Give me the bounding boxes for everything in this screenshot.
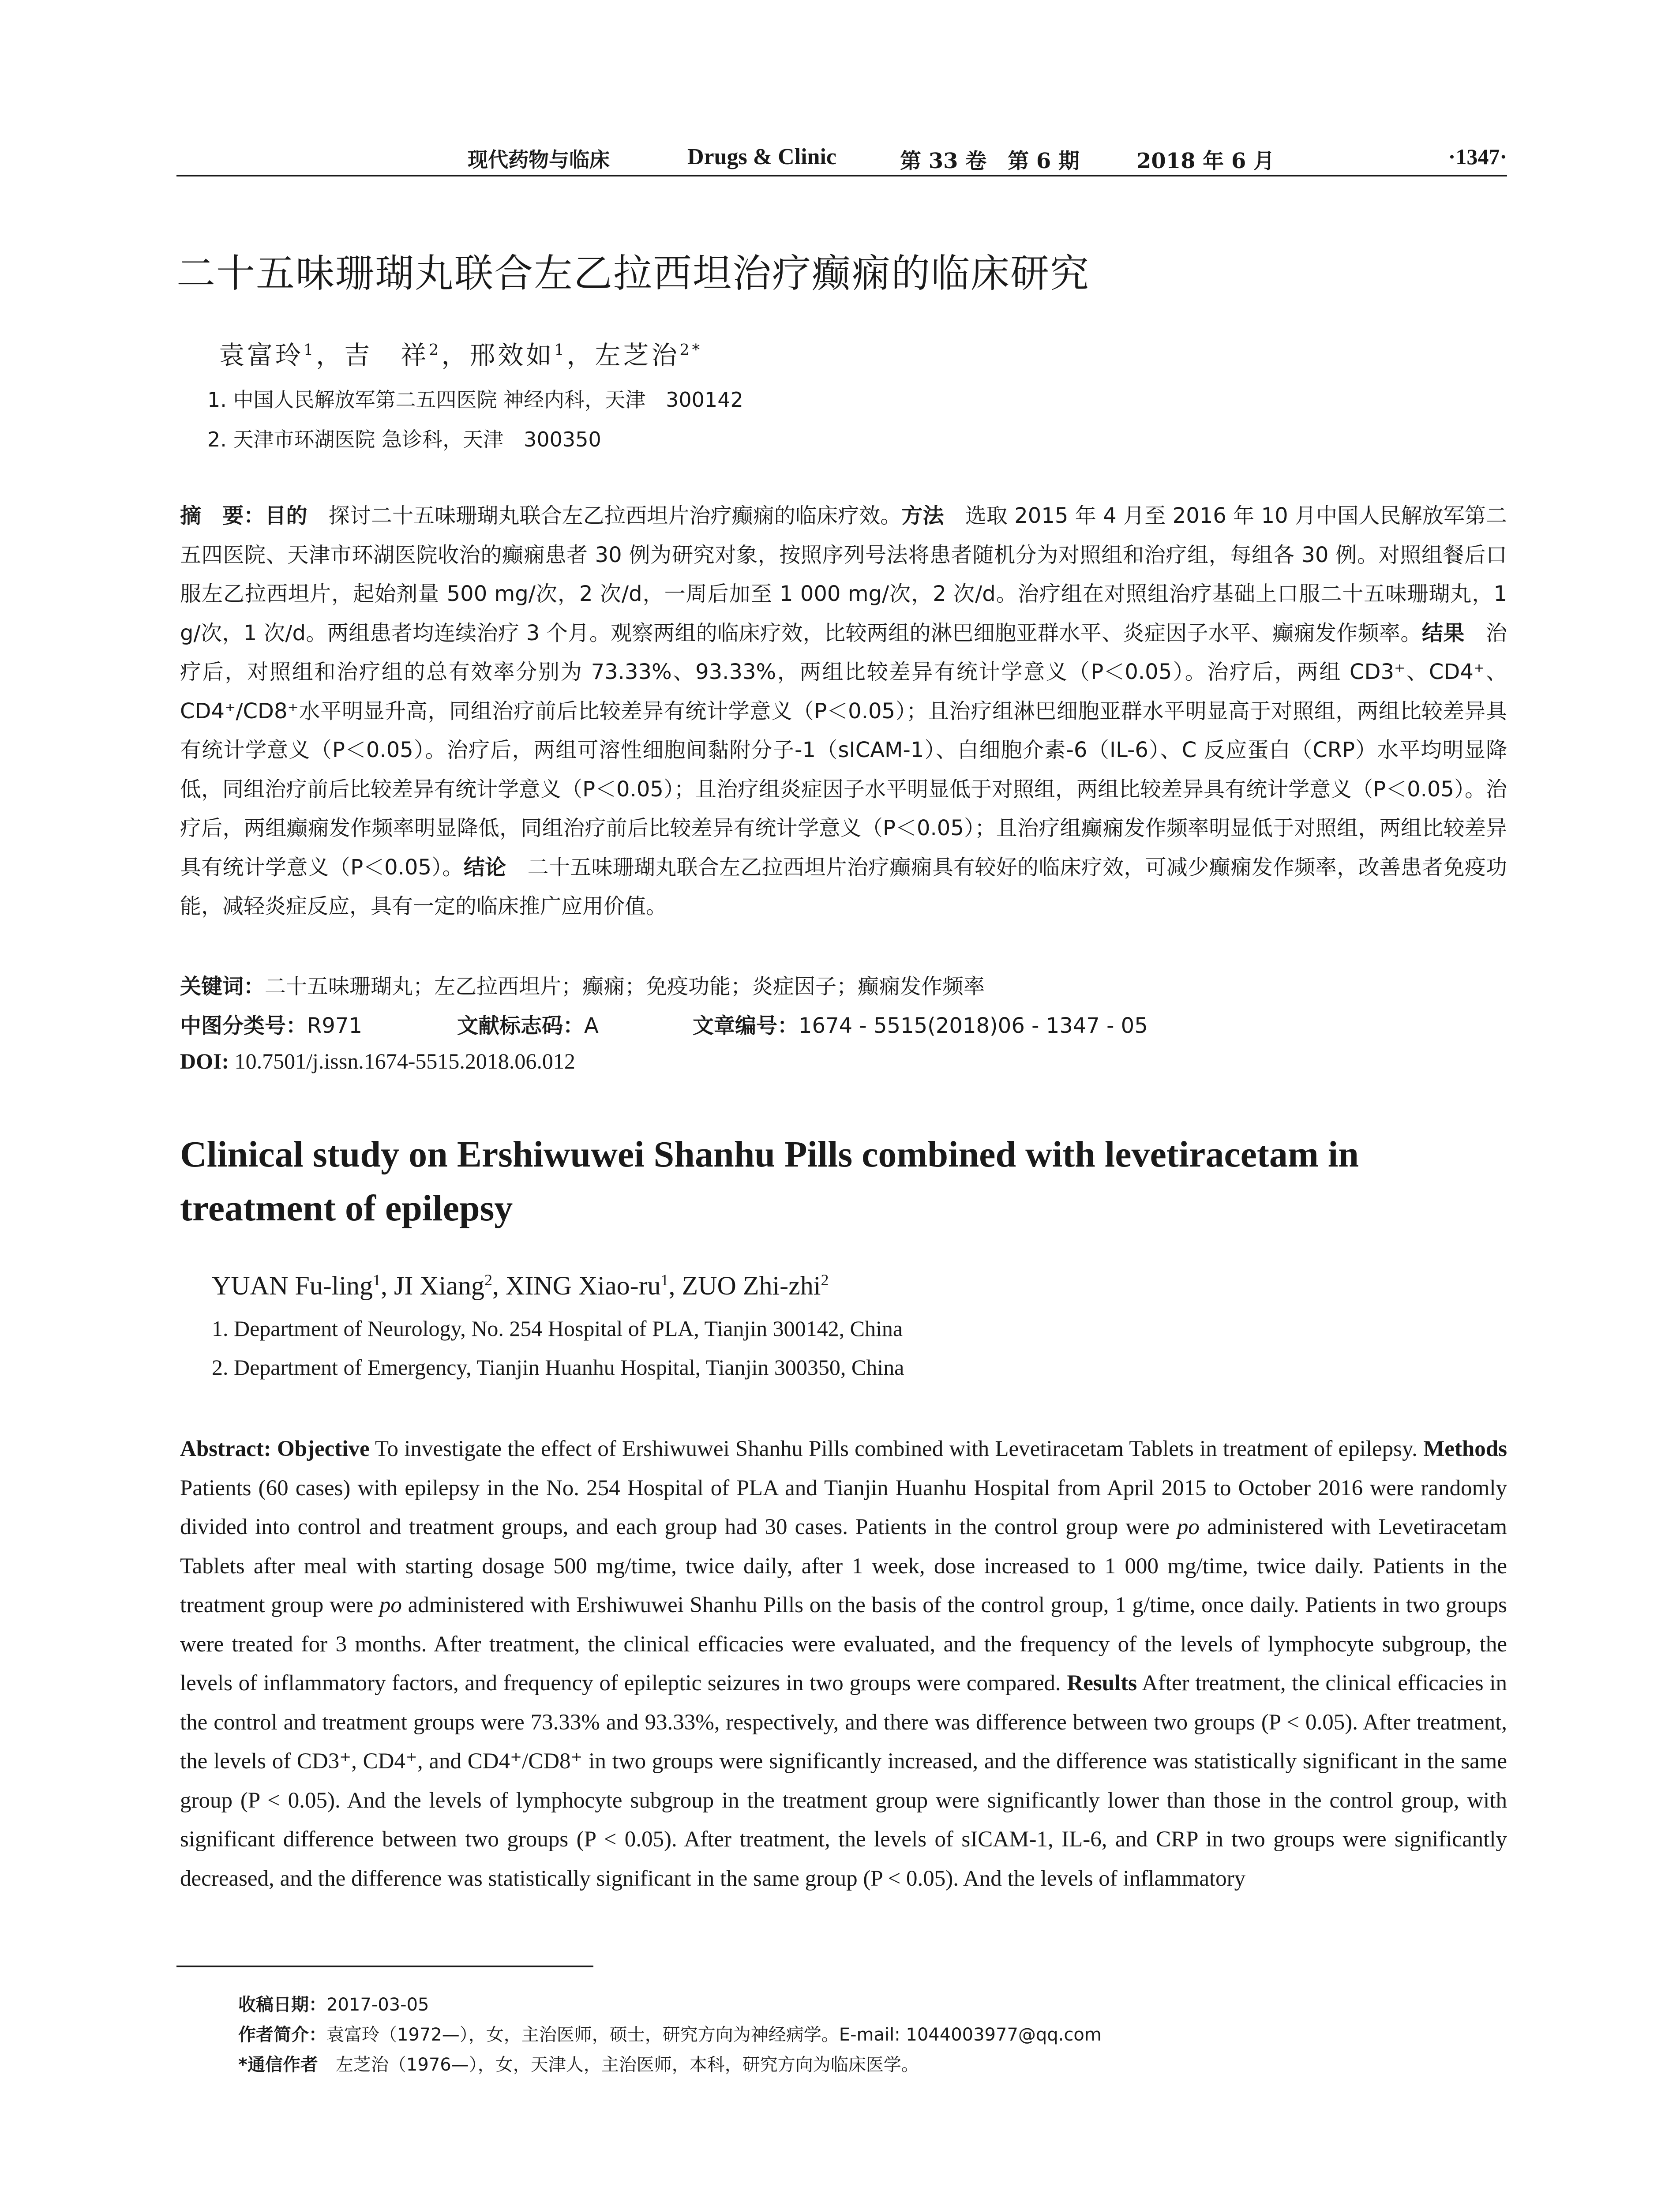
abstract-cn — [180, 496, 1507, 926]
po-italic: po — [379, 1593, 402, 1617]
author-sep: ， — [566, 340, 595, 370]
objective-en: To investigate the effect of Ershiwuwei Shanhu Pills combined with Levetiracetam Tablets in treatment of epilepsy. — [369, 1437, 1424, 1461]
author-en: XING Xiao-ru — [505, 1271, 661, 1300]
doi-label: DOI: — [180, 1049, 229, 1073]
doccode-line — [457, 1009, 599, 1039]
conclusion-label-cn: 结论 — [463, 855, 506, 880]
page-number: ·1347· — [1448, 144, 1507, 169]
abstract-en — [180, 1429, 1507, 1898]
author-sep: , — [668, 1271, 682, 1300]
objective-cn: 探讨二十五味珊瑚丸联合左乙拉西坦片治疗癫痫的临床疗效。 — [307, 503, 902, 528]
running-header — [176, 140, 1507, 176]
conclusion-cn: 二十五味珊瑚丸联合左乙拉西坦片治疗癫痫具有较好的临床疗效，可减少癫痫发作频率，改善患者免疫功能，减轻炎症反应，具有一定的临床推广应用价值。 — [180, 855, 1507, 919]
title-cn: 二十五味珊瑚丸联合左乙拉西坦治疗癫痫的临床研究 — [176, 251, 1090, 296]
methods-en: Patients (60 cases) with epilepsy in the No. 254 Hospital of PLA and Tianjin Huanhu Hospital from April 2015 to October 2016 were randomly divided into control and treatment groups, and each group had 30 cases. Patients in the control group were — [180, 1475, 1507, 1539]
clc-value: R971 — [307, 1013, 362, 1038]
methods-label-en: Methods — [1423, 1437, 1508, 1461]
authors-en — [212, 1271, 829, 1301]
author-bio-label: 作者简介： — [238, 2025, 326, 2045]
received-date — [238, 1991, 429, 2016]
doi-link[interactable]: 10.7501/j.issn.1674-5515.2018.06.012 — [229, 1049, 575, 1073]
doccode-value: A — [584, 1013, 599, 1038]
author-en: YUAN Fu-ling — [212, 1271, 373, 1300]
author-cn: 左芝治 — [595, 340, 680, 370]
received-value: 2017-03-05 — [326, 1995, 429, 2015]
author-sup: 1 — [554, 341, 567, 359]
results-en: After treatment, the clinical efficacies in the control and treatment groups were 73.33% and 93.33%, respectively, and there was difference between two groups (P < 0.05). After treatment, the levels of CD3⁺, CD4⁺, and CD4⁺/CD8⁺ in two groups were significantly increased, and the difference was statistically significant in the same group (P < 0.05). And the levels of lymphocyte subgroup in the treatment group were significantly lower than those in the control group, with significant difference between two groups (P < 0.05). After treatment, the levels of sICAM-1, IL-6, and CRP in two groups were significantly decreased, and the difference was statistically significant in the same group (P < 0.05). And the levels of inflammatory — [180, 1671, 1507, 1891]
author-bio-text: 袁富玲（1972—），女，主治医师，硕士，研究方向为神经病学。E-mail: 1044003977@qq.com — [326, 2025, 1102, 2045]
article-number-line — [693, 1009, 1148, 1039]
clc-label: 中图分类号： — [180, 1013, 308, 1038]
results-label-en: Results — [1067, 1671, 1137, 1696]
volume-issue: 第 33 卷 第 6 期 — [900, 149, 1080, 173]
authors-cn — [219, 334, 702, 371]
methods-en: administered with Levetiracetam Tablets after meal with starting dosage 500 mg/time, twice daily, after 1 week, dose increased to 1 000 mg/time, twice daily. Patients in the treatment group were — [180, 1515, 1507, 1617]
issue-date: 2018 年 6 月 — [1136, 149, 1275, 173]
results-label-cn: 结果 — [1421, 620, 1465, 645]
keywords-label: 关键词： — [180, 974, 265, 999]
author-sup: 2 — [821, 1271, 829, 1289]
author-sup: 1 — [660, 1271, 669, 1289]
article-number: 1674 - 5515(2018)06 - 1347 - 05 — [799, 1013, 1148, 1038]
affiliation-cn-2: 2. 天津市环湖医院 急诊科，天津 300350 — [207, 428, 601, 451]
objective-label-en: Objective — [277, 1437, 370, 1461]
corresponding-label: *通信作者 — [238, 2055, 318, 2075]
article-label: 文章编号： — [693, 1013, 799, 1038]
doccode-label: 文献标志码： — [457, 1013, 585, 1038]
author-sep: , — [492, 1271, 506, 1300]
affiliation-en-1: 1. Department of Neurology, No. 254 Hospital of PLA, Tianjin 300142, China — [212, 1316, 903, 1341]
author-sup: 2* — [679, 341, 703, 359]
keywords-text: 二十五味珊瑚丸；左乙拉西坦片；癫痫；免疫功能；炎症因子；癫痫发作频率 — [265, 974, 985, 999]
po-italic: po — [1177, 1515, 1200, 1539]
affiliation-cn-1: 1. 中国人民解放军第二五四医院 神经内科，天津 300142 — [207, 388, 743, 412]
journal-name-en: Drugs & Clinic — [687, 144, 836, 169]
abstract-label-en: Abstract: — [180, 1437, 271, 1461]
author-sup: 2 — [429, 341, 442, 359]
corresponding-text: 左芝治（1976—），女，天津人，主治医师，本科，研究方向为临床医学。 — [318, 2055, 919, 2075]
methods-label-cn: 方法 — [901, 503, 944, 528]
keywords-cn — [180, 969, 985, 1000]
author-bio — [238, 2021, 1102, 2046]
objective-label-cn: 目的 — [265, 503, 308, 528]
corresponding-author — [238, 2051, 919, 2076]
methods-cn: 选取 2015 年 4 月至 2016 年 10 月中国人民解放军第二五四医院、天津市环湖医院收治的癫痫患者 30 例为研究对象，按照序列号法将患者随机分为对照组和治疗组，每组各 30 例。对照组餐后口服左乙拉西坦片，起始剂量 500 mg/次，2 次/d，一周后加至 1 000 mg/次，2 次/d。治疗组在对照组治疗基础上口服二十五味珊瑚丸，1 g/次，1 次/d。两组患者均连续治疗 3 个月。观察两组的临床疗效，比较两组的淋巴细胞亚群水平、炎症因子水平、癫痫发作频率。 — [180, 503, 1507, 645]
author-cn: 袁富玲 — [219, 340, 304, 370]
methods-en: administered with Ershiwuwei Shanhu Pills on the basis of the control group, 1 g/time, once daily. Patients in two groups were treated for 3 months. After treatment, the clinical efficacies were evaluated, and the frequency of the levels of lymphocyte subgroup, the levels of inflammatory factors, and frequency of epileptic seizures in two groups were compared. — [180, 1593, 1508, 1696]
abstract-label-cn: 摘 要： — [180, 503, 265, 528]
author-en: JI Xiang — [394, 1271, 484, 1300]
author-sup: 1 — [373, 1271, 381, 1289]
results-cn: 治疗后，对照组和治疗组的总有效率分别为 73.33%、93.33%，两组比较差异有统计学意义（P＜0.05）。治疗后，两组 CD3⁺、CD4⁺、CD4⁺/CD8⁺水平明显升高，同组治疗前后比较差异有统计学意义（P＜0.05）；且治疗组淋巴细胞亚群水平明显高于对照组，两组比较差异具有统计学意义（P＜0.05）。治疗后，两组可溶性细胞间黏附分子-1（sICAM-1）、白细胞介素-6（IL-6）、C 反应蛋白（CRP）水平均明显降低，同组治疗前后比较差异有统计学意义（P＜0.05）；且治疗组炎症因子水平明显低于对照组，两组比较差异具有统计学意义（P＜0.05）。治疗后，两组癫痫发作频率明显降低，同组治疗前后比较差异有统计学意义（P＜0.05）；且治疗组癫痫发作频率明显低于对照组，两组比较差异具有统计学意义（P＜0.05）。 — [180, 620, 1507, 880]
author-sep: ， — [441, 340, 470, 370]
classification-line — [180, 1009, 362, 1039]
author-en: ZUO Zhi-zhi — [682, 1271, 821, 1300]
doi-line — [180, 1048, 575, 1074]
author-sup: 2 — [484, 1271, 492, 1289]
received-label: 收稿日期： — [238, 1995, 326, 2015]
footnote-rule — [176, 1966, 593, 1967]
author-cn: 吉 祥 — [344, 340, 429, 370]
journal-name-cn: 现代药物与临床 — [468, 148, 610, 172]
author-cn: 邢效如 — [469, 340, 555, 370]
title-en: Clinical study on Ershiwuwei Shanhu Pills combined with levetiracetam in treatment of epilepsy — [180, 1134, 1359, 1229]
author-sep: , — [381, 1271, 394, 1300]
affiliation-en-2: 2. Department of Emergency, Tianjin Huanhu Hospital, Tianjin 300350, China — [212, 1355, 904, 1380]
author-sep: ， — [316, 340, 345, 370]
author-sup: 1 — [304, 341, 316, 359]
